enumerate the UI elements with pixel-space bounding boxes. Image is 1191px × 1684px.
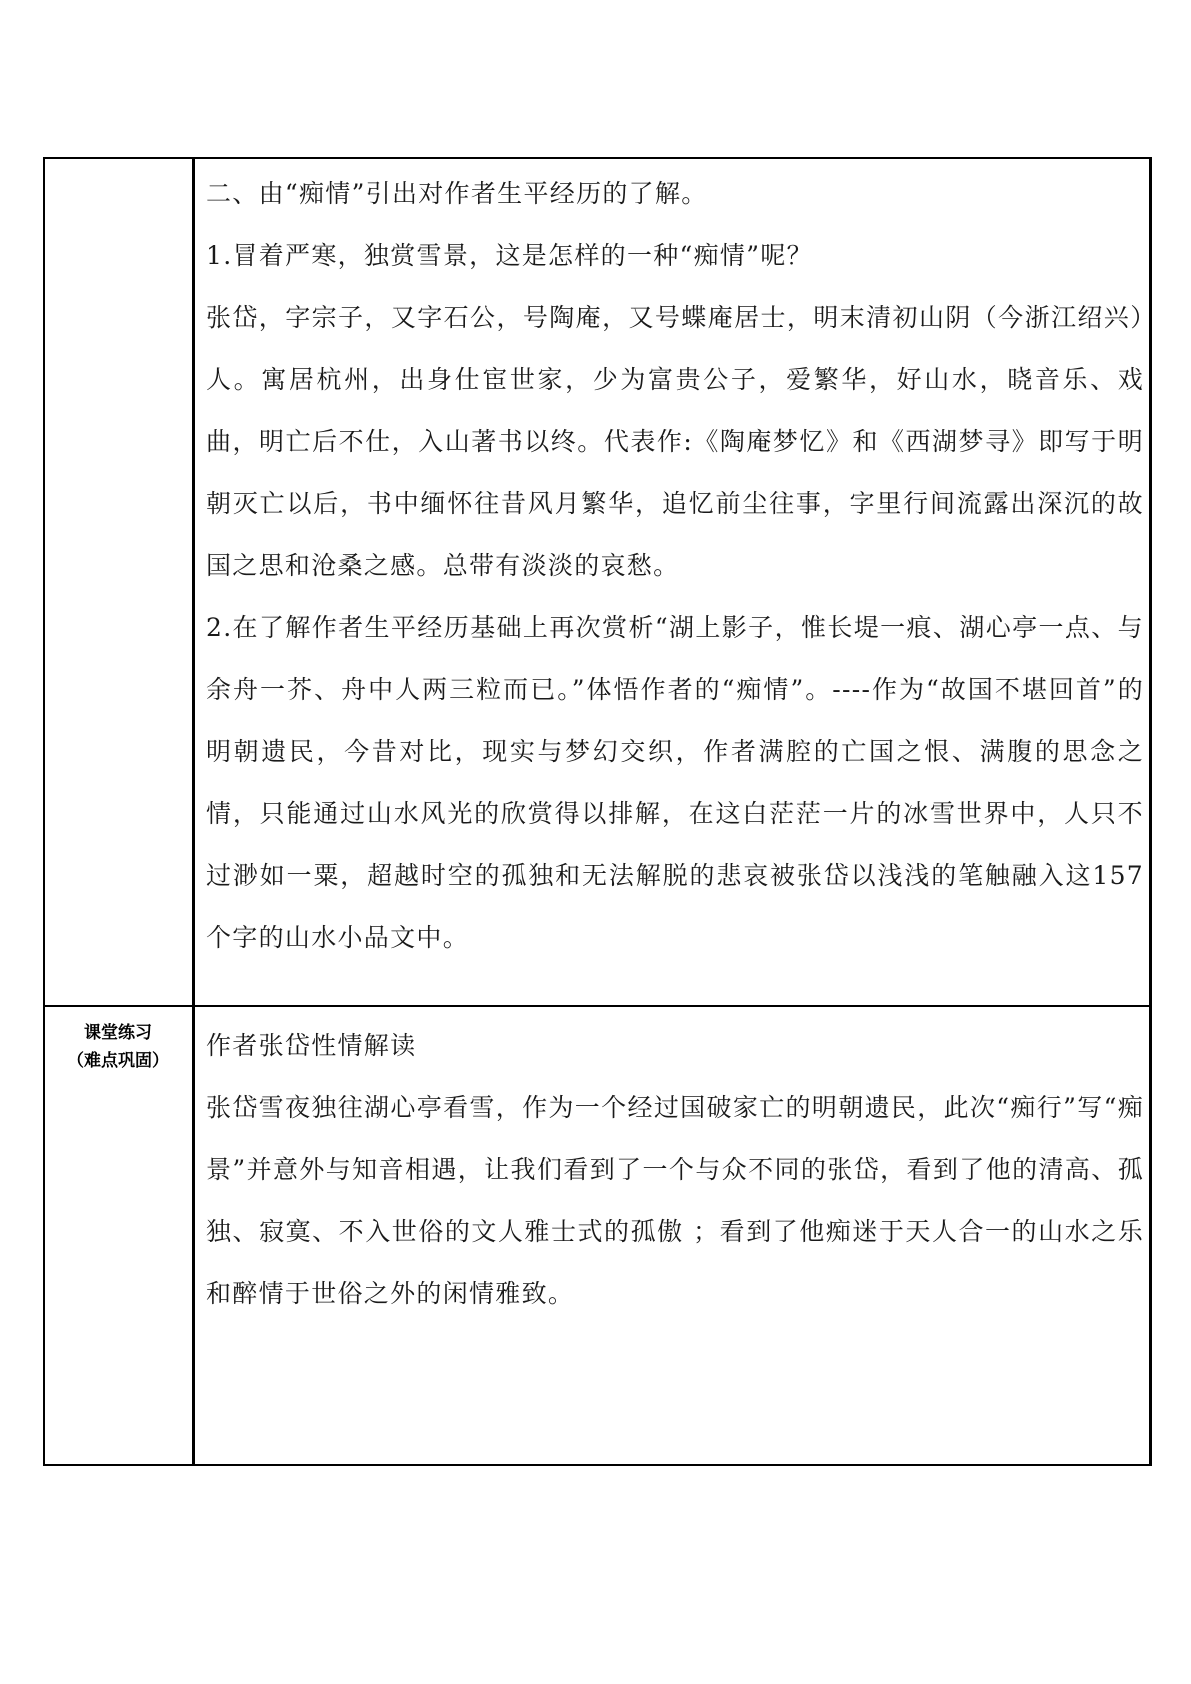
exercise-paragraph: 张岱雪夜独往湖心亭看雪，作为一个经过国破家亡的明朝遗民，此次“痴行”写“痴景”并意外与知音相遇，让我们看到了一个与众不同的张岱，看到了他的清高、孤独、寂寞、不入世俗的文人雅士式的孤傲 ；看到了他痴迷于天人合一的山水之乐和醉情于世俗之外的闲情雅致。: [206, 1093, 1144, 1308]
row2-label-subtitle: （难点巩固）: [67, 1051, 169, 1071]
row1-content-cell: [206, 163, 1144, 969]
table-row-divider: [43, 1005, 1152, 1007]
table-border-top: [43, 157, 1152, 159]
question-2-analysis: 2.在了解作者生平经历基础上再次赏析“湖上影子，惟长堤一痕、湖心亭一点、与余舟一芥、舟中人两三粒而已。”体悟作者的“痴情”。----作为“故国不堪回首”的明朝遗民，今昔对比，现实与梦幻交织，作者满腔的亡国之恨、满腹的思念之情，只能通过山水风光的欣赏得以排解，在这白茫茫一片的冰雪世界中，人只不过渺如一粟，超越时空的孤独和无法解脱的悲哀被张岱以浅浅的笔触融入这157个字的山水小品文中。: [206, 613, 1144, 952]
section-heading: 二、由“痴情”引出对作者生平经历的了解。: [206, 179, 708, 208]
table-column-divider: [192, 157, 195, 1466]
table-border-left: [43, 157, 45, 1466]
row2-content-cell: [206, 1015, 1144, 1325]
question-1: 1.冒着严寒，独赏雪景，这是怎样的一种“痴情”呢？: [206, 241, 813, 270]
table-border-bottom: [43, 1464, 1152, 1466]
lesson-table: [43, 157, 1153, 1466]
exercise-heading: 作者张岱性情解读: [206, 1031, 417, 1060]
author-bio-paragraph: 张岱，字宗子，又字石公，号陶庵，又号蝶庵居士，明末清初山阴（今浙江绍兴）人。寓居杭州，出身仕宦世家，少为富贵公子，爱繁华，好山水，晓音乐、戏曲，明亡后不仕，入山著书以终。代表作:《陶庵梦忆》和《西湖梦寻》即写于明朝灭亡以后，书中缅怀往昔风月繁华，追忆前尘往事，字里行间流露出深沉的故国之思和沧桑之感。总带有淡淡的哀愁。: [206, 303, 1144, 580]
row2-label-title: 课堂练习: [84, 1023, 152, 1043]
row2-label-cell: [47, 1019, 189, 1075]
table-border-right: [1149, 157, 1152, 1466]
